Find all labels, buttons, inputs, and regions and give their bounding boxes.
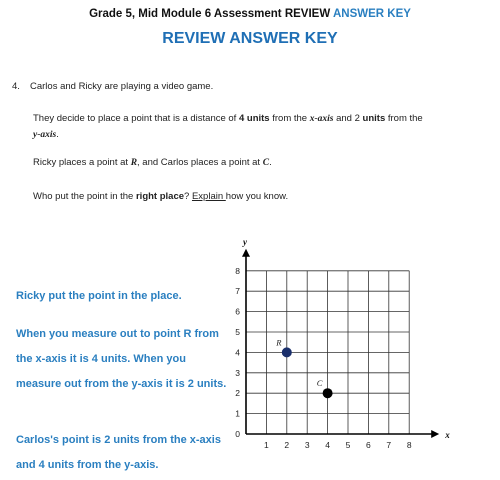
x-tick-label: 7 [386, 440, 392, 450]
question-prompt: Who put the point in the right place? Explain how you know. [33, 191, 289, 202]
header-title: Grade 5, Mid Module 6 Assessment REVIEW [89, 8, 331, 20]
y-tick-label: 3 [235, 367, 240, 378]
y-tick-label: 5 [235, 327, 240, 337]
answer-paragraph-2: When you measure out to point R from the x-axis it is 4 units. When you measure out from the y-axis it is 2 units. [16, 328, 227, 390]
y-tick-label: 8 [235, 265, 240, 276]
page-header [0, 8, 500, 20]
y-tick-label: 6 [235, 306, 240, 317]
coordinate-plane [226, 236, 456, 463]
y-tick-label: 2 [235, 388, 240, 399]
header-title-accent: ANSWER KEY [332, 8, 411, 20]
x-tick-label: 3 [304, 440, 310, 450]
x-tick-label: 8 [406, 440, 412, 450]
y-tick-label: 1 [235, 408, 240, 419]
question-number: 4. [12, 81, 20, 92]
x-axis-label: x [445, 430, 450, 440]
point-r [282, 347, 292, 357]
point-c [323, 388, 333, 398]
y-tick-label: 4 [235, 347, 240, 358]
x-tick-label: 5 [345, 440, 351, 450]
answer-paragraph-3: Carlos's point is 2 units from the x-axis and 4 units from the y-axis. [16, 434, 221, 471]
point-label-r: R [276, 337, 282, 348]
y-axis-label: y [243, 236, 247, 247]
y-tick-label: 7 [235, 286, 240, 297]
x-tick-label: 2 [284, 440, 290, 450]
y-axis-arrow [242, 249, 250, 257]
point-label-c: C [316, 378, 323, 389]
x-tick-label: 1 [264, 440, 269, 450]
page-subtitle: REVIEW ANSWER KEY [162, 30, 338, 47]
x-tick-label: 6 [366, 440, 371, 450]
question-setup: They decide to place a point that is a distance of 4 units from the x-axis and 2 units from the y-axis. [33, 113, 423, 140]
question-intro: Carlos and Ricky are playing a video game. [30, 81, 214, 92]
x-axis-arrow [431, 430, 439, 438]
x-tick-label: 4 [325, 440, 330, 450]
y-tick-label: 0 [235, 429, 240, 439]
question-placements: Ricky places a point at R, and Carlos places a point at C. [33, 157, 272, 168]
answer-paragraph-1: Ricky put the point in the place. [16, 290, 182, 302]
